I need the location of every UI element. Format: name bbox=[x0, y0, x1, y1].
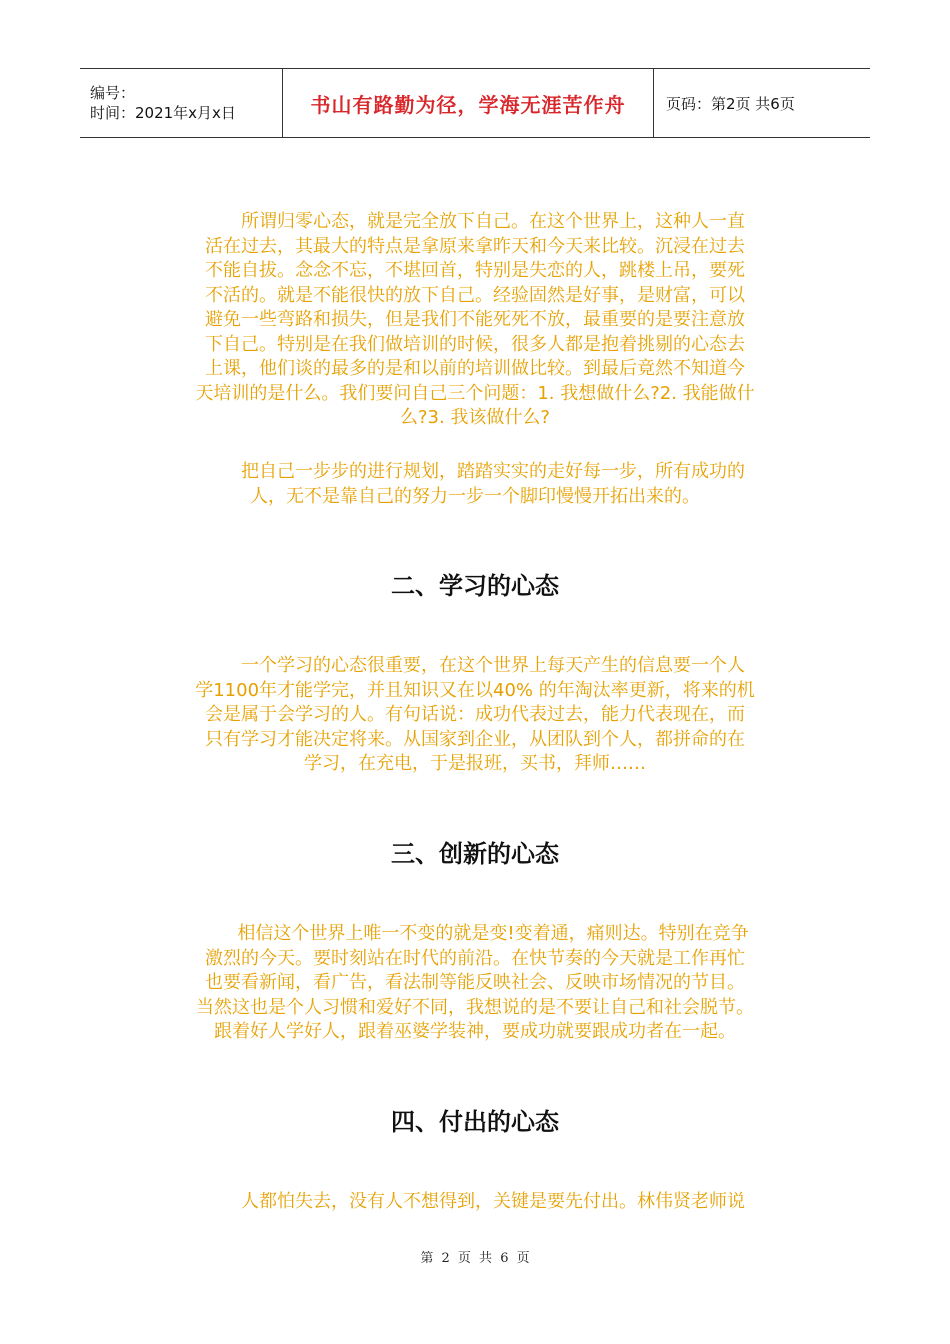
paragraph-line: 学习，在充电，于是报班，买书，拜师…… bbox=[304, 753, 646, 774]
paragraph-line: 下自己。特别是在我们做培训的时候，很多人都是抱着挑剔的心态去 bbox=[205, 333, 745, 355]
paragraph-line: 也要看新闻，看广告，看法制等能反映社会、反映市场情况的节目。 bbox=[205, 972, 745, 993]
number-label: 编号： bbox=[90, 84, 136, 102]
paragraph-line: 不能自拔。念念不忘，不堪回首，特别是失恋的人，跳楼上吊，要死 bbox=[205, 260, 745, 281]
paragraph-line: 活在过去，其最大的特点是拿原来拿昨天和今天来比较。沉浸在过去 bbox=[205, 235, 745, 257]
zero-mindset-paragraph bbox=[140, 210, 810, 431]
paragraph-line: 么?3. 我该做什么? bbox=[399, 407, 550, 428]
paragraph-line: 天培训的是什么。我们要问自己三个问题：1. 我想做什么?2. 我能做什 bbox=[195, 382, 755, 404]
planning-paragraph bbox=[140, 460, 810, 509]
learning-paragraph bbox=[140, 654, 810, 777]
heading-learning: 二、学习的心态 bbox=[391, 572, 559, 600]
paragraph-line: 跟着好人学好人，跟着巫婆学装神，要成功就要跟成功者在一起。 bbox=[214, 1021, 736, 1042]
paragraph-line: 把自己一步步的进行规划，踏踏实实的走好每一步，所有成功的 bbox=[241, 461, 745, 482]
paragraph-line: 当然这也是个人习惯和爱好不同，我想说的是不要让自己和社会脱节。 bbox=[196, 996, 754, 1018]
innovation-paragraph bbox=[140, 922, 810, 1045]
page-footer: 第 2 页 共 6 页 bbox=[420, 1251, 530, 1266]
page-header bbox=[80, 68, 870, 138]
heading-giving: 四、付出的心态 bbox=[391, 1108, 559, 1136]
paragraph-line: 相信这个世界上唯一不变的就是变!变着通，痛则达。特别在竞争 bbox=[237, 923, 749, 944]
paragraph-line: 会是属于会学习的人。有句话说：成功代表过去，能力代表现在，而 bbox=[205, 704, 745, 725]
page-info-text: 页码：第2页 共6页 bbox=[666, 94, 795, 113]
paragraph-line: 只有学习才能决定将来。从国家到企业，从团队到个人，都拼命的在 bbox=[205, 728, 745, 750]
header-meta bbox=[80, 69, 282, 137]
giving-paragraph bbox=[140, 1190, 810, 1215]
paragraph-line: 学1100年才能学完，并且知识又在以40% 的年淘汰率更新，将来的机 bbox=[195, 679, 755, 701]
paragraph-line: 人都怕失去，没有人不想得到，关键是要先付出。林伟贤老师说 bbox=[241, 1191, 745, 1212]
paragraph-line: 不活的。就是不能很快的放下自己。经验固然是好事，是财富，可以 bbox=[205, 284, 745, 306]
paragraph-line: 避免一些弯路和损失，但是我们不能死死不放，最重要的是要注意放 bbox=[205, 309, 745, 330]
motto-text: 书山有路勤为径，学海无涯苦作舟 bbox=[310, 92, 626, 117]
heading-innovation: 三、创新的心态 bbox=[391, 840, 559, 868]
header-motto bbox=[282, 69, 654, 137]
paragraph-line: 上课，他们谈的最多的是和以前的培训做比较。到最后竟然不知道今 bbox=[205, 358, 745, 379]
time-label: 时间：2021年x月x日 bbox=[90, 104, 236, 122]
paragraph-line: 所谓归零心态，就是完全放下自己。在这个世界上，这种人一直 bbox=[241, 211, 745, 232]
paragraph-line: 激烈的今天。要时刻站在时代的前沿。在快节奏的今天就是工作再忙 bbox=[205, 947, 745, 969]
header-page-info bbox=[654, 69, 870, 137]
paragraph-line: 人，无不是靠自己的努力一步一个脚印慢慢开拓出来的。 bbox=[250, 485, 700, 507]
paragraph-line: 一个学习的心态很重要，在这个世界上每天产生的信息要一个人 bbox=[241, 655, 745, 676]
